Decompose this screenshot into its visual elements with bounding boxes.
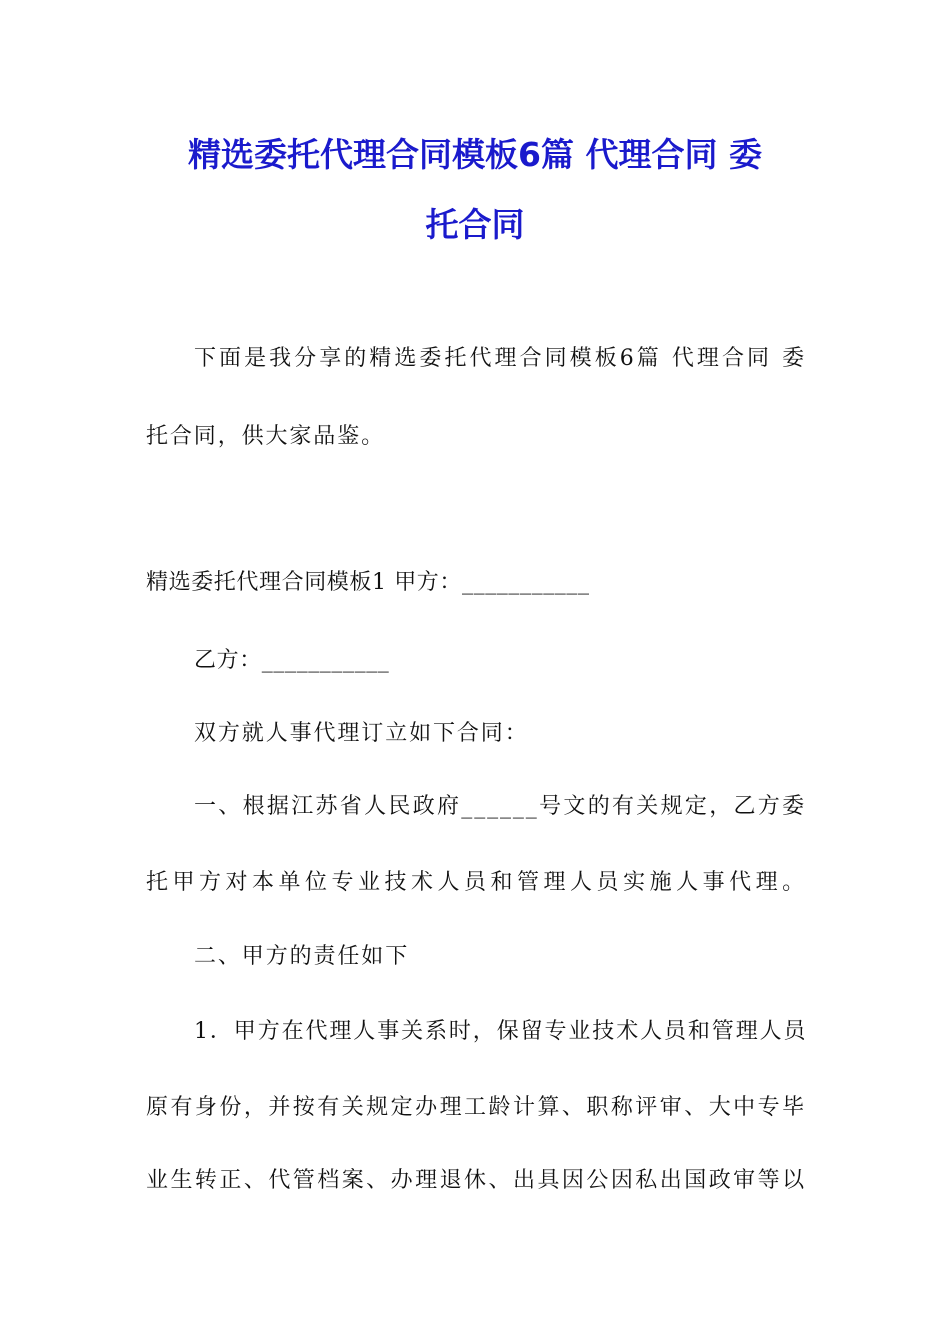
document-title-line-2: 托合同 [425, 205, 525, 244]
document-title-line-1: 精选委托代理合同模板6篇 代理合同 委 [188, 135, 762, 174]
intro-paragraph-line-1: 下面是我分享的精选委托代理合同模板6篇 代理合同 委 [194, 346, 806, 371]
section-heading: 精选委托代理合同模板1 甲方：___________ [146, 570, 590, 595]
intro-paragraph-line-2: 托合同，供大家品鉴。 [146, 424, 386, 449]
item-1-line-3: 业生转正、代管档案、办理退休、出具因公因私出国政审等以 [146, 1168, 806, 1193]
item-1-line-1: 1．甲方在代理人事关系时，保留专业技术人员和管理人员 [194, 1019, 808, 1044]
clause-1-line-1: 一、根据江苏省人民政府______号文的有关规定，乙方委 [194, 794, 806, 819]
agreement-statement: 双方就人事代理订立如下合同： [194, 721, 529, 746]
clause-2-heading: 二、甲方的责任如下 [194, 944, 410, 969]
party-b-line: 乙方：___________ [194, 648, 390, 673]
clause-1-line-2: 托甲方对本单位专业技术人员和管理人员实施人事代理。 [146, 870, 806, 895]
item-1-line-2: 原有身份，并按有关规定办理工龄计算、职称评审、大中专毕 [146, 1095, 806, 1120]
